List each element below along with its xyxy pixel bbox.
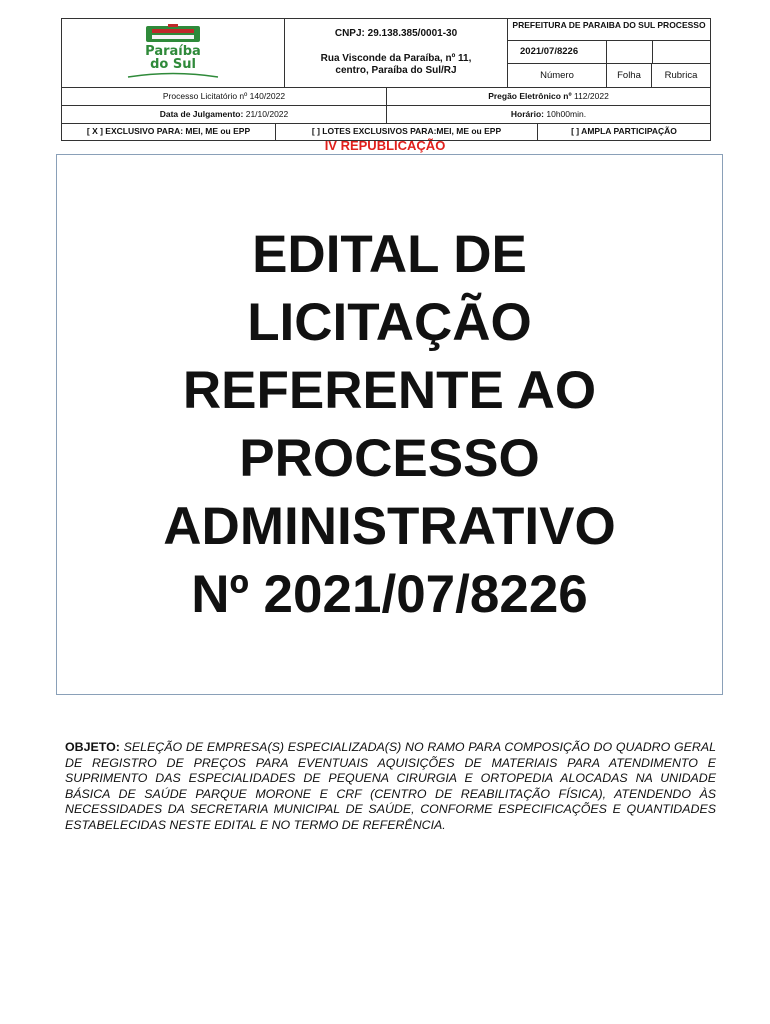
republicacao-label: IV REPUBLICAÇÃO xyxy=(324,138,446,153)
option-exclusivo: [ X ] EXCLUSIVO PARA: MEI, ME ou EPP xyxy=(62,124,276,140)
address: Rua Visconde da Paraíba, nº 11, centro, Paraíba do Sul/RJ xyxy=(320,53,472,76)
logo-text-top: Paraíba xyxy=(145,44,201,59)
horario xyxy=(387,106,710,123)
process-number: 2021/07/8226 xyxy=(508,41,607,63)
processo-licitatorio-label: Processo Licitatório nº xyxy=(162,91,248,101)
julgamento-label: Data de Julgamento: xyxy=(159,109,244,119)
prefeitura-title: PREFEITURA DE PARAIBA DO SUL PROCESSO xyxy=(508,19,710,41)
title-box xyxy=(56,154,723,695)
processo-licitatorio-value: 140/2022 xyxy=(249,91,286,101)
rubrica-blank xyxy=(653,41,710,63)
numero-label: Número xyxy=(508,64,607,87)
objeto-label: OBJETO: xyxy=(65,740,120,754)
coat-of-arms-icon xyxy=(108,24,238,82)
header-top-row xyxy=(62,19,710,87)
rubrica-label: Rubrica xyxy=(664,70,698,81)
julgamento-value: 21/10/2022 xyxy=(245,109,289,119)
process-cell xyxy=(508,19,710,87)
title-line: Nº 2021/07/8226 xyxy=(191,564,588,624)
licitacao-row xyxy=(62,87,710,105)
option-lotes-exclusivos: [ ] LOTES EXCLUSIVOS PARA:MEI, ME ou EPP xyxy=(276,124,538,140)
horario-value: 10h00min. xyxy=(546,109,587,119)
logo-text-bottom: do Sul xyxy=(150,57,196,72)
data-julgamento xyxy=(62,106,387,123)
processo-licitatorio xyxy=(62,88,387,105)
process-labels-row xyxy=(508,64,710,87)
pregao-label: Pregão Eletrônico nº xyxy=(488,91,572,101)
cnpj: CNPJ: 29.138.385/0001-30 xyxy=(334,28,458,39)
address-cell xyxy=(285,19,508,87)
title-line: PROCESSO xyxy=(239,428,540,488)
title-line: REFERENTE AO xyxy=(182,360,597,420)
process-number-row xyxy=(508,41,710,64)
header-table xyxy=(61,18,711,141)
pregao-eletronico xyxy=(387,88,710,105)
title-line: EDITAL DE xyxy=(252,224,527,284)
document-title xyxy=(163,221,615,629)
pregao-value: 112/2022 xyxy=(573,91,609,101)
title-line: LICITAÇÃO xyxy=(247,292,532,352)
folha-blank xyxy=(607,41,653,63)
option-ampla-participacao: [ ] AMPLA PARTICIPAÇÃO xyxy=(571,126,677,136)
objeto-paragraph xyxy=(65,740,716,833)
municipality-logo xyxy=(62,19,285,87)
julgamento-row xyxy=(62,105,710,123)
folha-label: Folha xyxy=(607,64,652,87)
objeto-text: SELEÇÃO DE EMPRESA(S) ESPECIALIZADA(S) NO RAMO PARA COMPOSIÇÃO DO QUADRO GERAL DE REGISTRO DE PREÇOS PARA EVENTUAIS AQUISIÇÕES DE MATERIAIS PARA ATENDIMENTO E SUPRIMENTO DAS ESPECIALIDADES DE PEQUENA CIRURGIA E ORTOPEDIA ALOCADAS NA UNIDADE BÁSICA DE SAÚDE PARQUE MORONE E CRF (CENTRO DE REABILITAÇÃO FÍSICA), ATENDENDO ÀS NECESSIDADES DA SECRETARIA MUNICIPAL DE SAÚDE, CONFORME ESPECIFICAÇÕES E QUANTIDADES ESTABELECIDAS NESTE EDITAL E NO TERMO DE REFERÊNCIA. xyxy=(65,740,716,832)
horario-label: Horário: xyxy=(510,109,544,119)
title-line: ADMINISTRATIVO xyxy=(163,496,616,556)
